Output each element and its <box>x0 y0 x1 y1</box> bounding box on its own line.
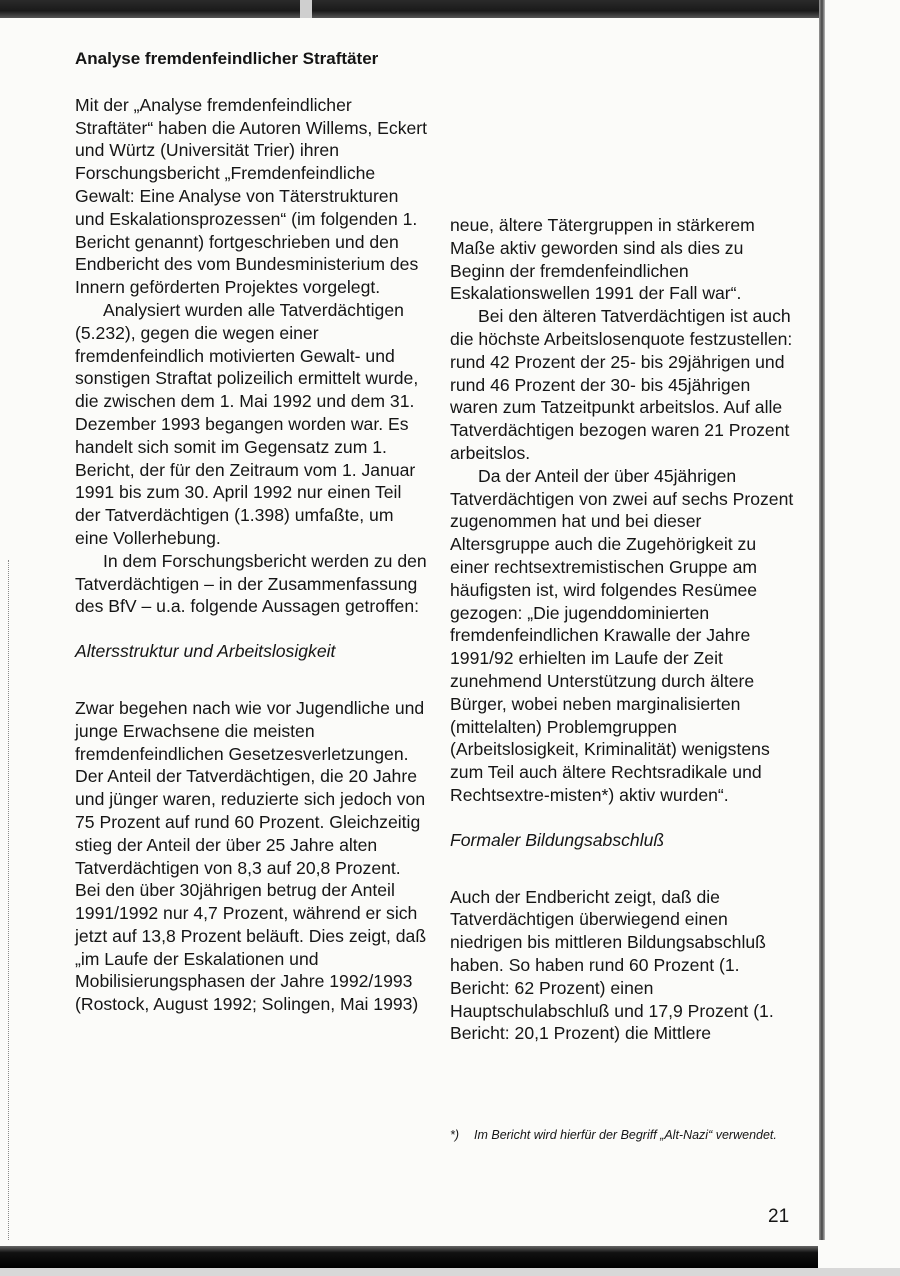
subheading-age-unemployment: Altersstruktur und Arbeitslosigkeit <box>75 641 336 662</box>
footnote <box>450 1127 790 1143</box>
left-paragraph-4: Zwar begehen nach wie vor Jugendliche und junge Erwachsene die meisten fremdenfeindlichen Gesetzesverletzungen. Der Anteil der Tatverdächtigen, die 20 Jahre und jünger waren, reduzierte sich jedoch von 75 Prozent auf rund 60 Prozent. Gleichzeitig stieg der Anteil der über 25 Jahre alten Tatverdächtigen von 8,3 auf 20,8 Prozent. Bei den über 30jährigen betrug der Anteil 1991/1992 nur 4,7 Prozent, während er sich jetzt auf 13,8 Prozent beläuft. Dies zeigt, daß „im Laufe der Eskalationen und Mobilisierungsphasen der Jahre 1992/1993 (Rostock, August 1992; Solingen, Mai 1993) <box>75 697 427 1015</box>
scan-border-bottom-light <box>0 1268 900 1276</box>
right-paragraph-1: neue, ältere Tätergruppen in stärkerem Maße aktiv geworden sind als dies zu Beginn der fremdenfeindlichen Eskalationswellen 1991 der Fall war“. <box>450 215 755 304</box>
footnote-text: Im Bericht wird hierfür der Begriff „Alt-Nazi“ verwendet. <box>474 1128 777 1142</box>
right-paragraph-4: Auch der Endbericht zeigt, daß die Tatverdächtigen überwiegend einen niedrigen bis mittleren Bildungsabschluß haben. So haben rund 60 Prozent (1. Bericht: 62 Prozent) einen Hauptschulabschluß und 17,9 Prozent (1. Bericht: 20,1 Prozent) die Mittlere <box>450 886 774 1044</box>
right-paragraph-3: Da der Anteil der über 45jährigen Tatverdächtigen von zwei auf sechs Prozent zugenommen hat und bei dieser Altersgruppe auch die Zugehörigkeit zu einer rechtsextremistischen Gruppe am häufigsten ist, wird folgendes Resümee gezogen: „Die jugenddominierten fremdenfeindlichen Krawalle der Jahre 1991/92 erhielten im Laufe der Zeit zunehmend Unterstützung durch ältere Bürger, wobei neben marginalisierten (mittelalten) Problemgruppen (Arbeitslosigkeit, Kriminalität) wenigstens zum Teil auch ältere Rechtsradikale und Rechtsextre-misten*) aktiv wurden“. <box>450 465 794 805</box>
scan-border-right <box>819 0 825 1240</box>
left-paragraph-3: In dem Forschungsbericht werden zu den Tatverdächtigen – in der Zusammenfassung des BfV – u.a. folgende Aussagen getroffen: <box>75 550 427 617</box>
scan-border-top <box>0 0 820 18</box>
page-title: Analyse fremdenfeindlicher Straftäter <box>75 49 379 68</box>
right-paragraph-2: Bei den älteren Tatverdächtigen ist auch die höchste Arbeitslosenquote festzustellen: rund 42 Prozent der 25- bis 29jährigen und rund 46 Prozent der 30- bis 45jährigen waren zum Tatzeitpunkt arbeitslos. Auf alle Tatverdächtigen bezogen waren 21 Prozent arbeitslos. <box>450 306 793 463</box>
scan-border-gap <box>300 0 312 18</box>
right-column <box>450 214 795 1045</box>
left-column <box>75 48 430 1016</box>
left-paragraph-2: Analysiert wurden alle Tatverdächtigen (5.232), gegen die wegen einer fremdenfeindlich motivierten Gewalt- und sonstigen Straftat polizeilich ermittelt wurde, die zwischen dem 1. Mai 1992 und dem 31. Dezember 1993 begangen worden war. Es handelt sich somit im Gegensatz zum 1. Bericht, der für den Zeitraum vom 1. Januar 1991 bis zum 30. April 1992 nur einen Teil der Tatverdächtigen (1.398) umfaßte, um eine Vollerhebung. <box>75 299 419 548</box>
left-paragraph-1: Mit der „Analyse fremdenfeindlicher Straftäter“ haben die Autoren Willems, Eckert und Würtz (Universität Trier) ihren Forschungsbericht „Fremdenfeindliche Gewalt: Eine Analyse von Täterstrukturen und Eskalationsprozessen“ (im folgenden 1. Bericht genannt) fortgeschrieben und den Endbericht des vom Bundesministerium des Innern geförderten Projektes vorgelegt. <box>75 94 428 298</box>
page-number: 21 <box>768 1206 790 1227</box>
scan-left-edge <box>8 560 10 1240</box>
footnote-marker: *) <box>450 1128 460 1142</box>
scan-border-bottom <box>0 1246 818 1268</box>
subheading-education: Formaler Bildungsabschluß <box>450 829 665 850</box>
